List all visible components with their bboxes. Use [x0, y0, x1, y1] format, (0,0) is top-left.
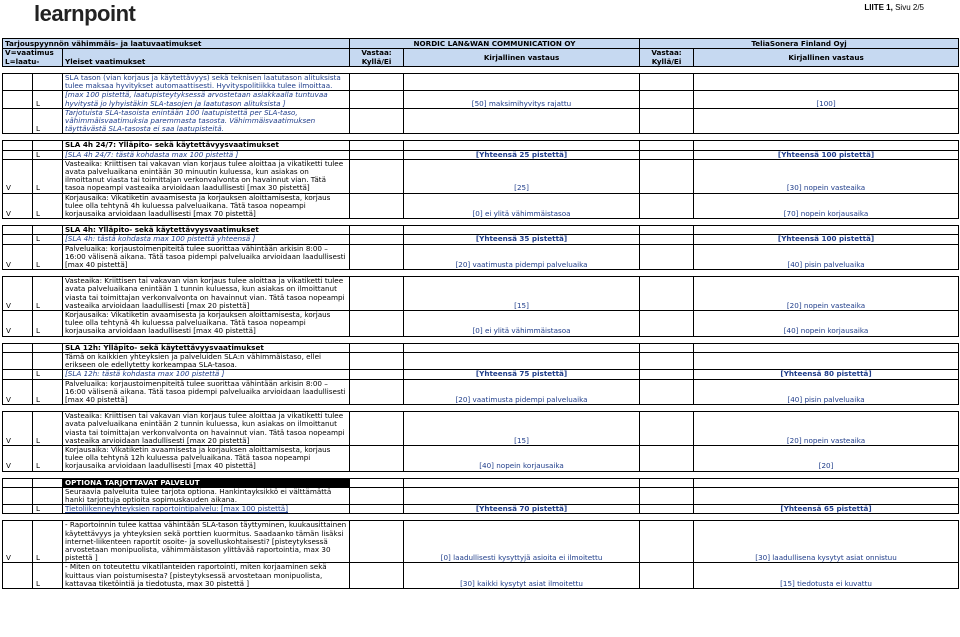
table-cell	[3, 405, 959, 412]
table-cell: [30] laadullisena kysytyt asiat onnistuu	[694, 521, 959, 563]
table-cell	[3, 487, 33, 504]
table-cell: [Yhteensä 100 pistettä]	[694, 150, 959, 159]
table-cell	[3, 336, 959, 343]
section-heading: SLA 4h 24/7: Ylläpito- sekä käytettävyysvaatimukset	[63, 141, 350, 150]
table-cell	[694, 74, 959, 91]
table-row	[3, 370, 959, 379]
table-cell	[3, 226, 33, 235]
table-cell	[350, 74, 404, 91]
table-cell	[350, 487, 404, 504]
table-cell: L	[33, 445, 63, 471]
table-cell	[350, 244, 404, 270]
table-cell: V	[3, 311, 33, 337]
table-cell	[640, 244, 694, 270]
table-cell: V	[3, 244, 33, 270]
requirement-text: [SLA 12h: tästä kohdasta max 100 pistettä ]	[63, 370, 350, 379]
table-cell	[350, 379, 404, 405]
table-cell	[3, 150, 33, 159]
legend-cell	[3, 49, 63, 67]
learnpoint-logo	[34, 2, 135, 26]
requirement-text: Tietoliikenneyhteyksien raportointipalvelu: [max 100 pistettä]	[63, 505, 350, 514]
table-cell	[640, 343, 694, 352]
table-row	[3, 379, 959, 405]
table-row	[3, 74, 959, 91]
table-row	[3, 521, 959, 563]
table-cell	[350, 193, 404, 219]
table-cell	[640, 277, 694, 311]
table-cell	[640, 478, 694, 487]
table-cell	[404, 487, 640, 504]
table-cell	[640, 505, 694, 514]
table-cell: [15]	[404, 412, 640, 446]
table-row	[3, 352, 959, 369]
requirement-text: Vasteaika: Kriittisen tai vakavan vian korjaus tulee aloittaa ja vikatiketti tulee avata palveluaikana enintään 2 tunnin kuluessa, kun asiakas on ilmoittanut viasta tai toimittajan verkonvalvonta on havainnut vian. Tätä tasoa nopeampi vasteaika arvioidaan laadullisesti [max 20 pistettä]	[63, 412, 350, 446]
table-cell: [Yhteensä 70 pistettä]	[404, 505, 640, 514]
table-cell	[350, 159, 404, 193]
table-cell: V	[3, 193, 33, 219]
logo-text: learnpoint	[34, 1, 136, 26]
table-cell	[33, 226, 63, 235]
table-cell	[350, 370, 404, 379]
table-row	[3, 108, 959, 134]
section-heading: SLA 4h: Ylläpito- sekä käytettävyysvaatimukset	[63, 226, 350, 235]
table-cell: [25]	[404, 159, 640, 193]
table-cell	[3, 370, 33, 379]
table-cell	[694, 343, 959, 352]
requirement-text: Korjausaika: Vikatiketin avaamisesta ja korjauksen aloittamisesta, korjaus tulee olla tehtynä 12h kuluessa palveluaikana. Tätä tasoa nopeampi korjausaika arvioidaan laadullisesti [max 40 pistettä]	[63, 445, 350, 471]
table-row	[3, 311, 959, 337]
requirement-text: - Miten on toteutettu vikatilanteiden raportointi, miten korjaaminen sekä kuittaus vian poistumisesta? [pisteytyksessä arvostetaan monipuolista, kattavaa tiketöintiä ja tiedotusta, max 30 pistettä ]	[63, 563, 350, 589]
table-row	[3, 277, 959, 311]
table-cell	[640, 193, 694, 219]
table-cell: [Yhteensä 65 pistettä]	[694, 505, 959, 514]
table-cell	[33, 487, 63, 504]
table-cell	[350, 352, 404, 369]
table-cell	[3, 219, 959, 226]
table-cell	[640, 108, 694, 134]
table-cell	[640, 74, 694, 91]
table-cell: [Yhteensä 25 pistettä]	[404, 150, 640, 159]
vendor2-name: TeliaSonera Finland Oyj	[640, 39, 959, 49]
table-cell	[3, 235, 33, 244]
table-cell: L	[33, 193, 63, 219]
table-cell	[640, 141, 694, 150]
table-row	[3, 244, 959, 270]
requirement-text: Seuraavia palveluita tulee tarjota optiona. Hankintayksikkö ei välttämättä hanki tarjottuja optioita sopimuskauden aikana.	[63, 487, 350, 504]
table-cell: [0] ei ylitä vähimmäistasoa	[404, 311, 640, 337]
requirement-text: [max 100 pistettä, laatupisteytyksessä arvostetaan asiakkaalla tuntuvaa hyvitystä jo lyhyistäkin SLA-tasojen ja laatutason alituksista ]	[63, 91, 350, 108]
table-cell	[350, 343, 404, 352]
vendor2-answer-header: Vastaa: Kyllä/Ei	[640, 49, 694, 67]
table-cell	[694, 478, 959, 487]
table-cell	[3, 514, 959, 521]
requirement-text: Korjausaika: Vikatiketin avaamisesta ja korjauksen aloittamisesta, korjaus tulee olla tehtynä 4h kuluessa palveluaikana. Tätä tasoa nopeampi korjausaika arvioidaan laadullisesti [max 70 pistettä]	[63, 193, 350, 219]
table-cell	[3, 91, 33, 108]
table-cell: L	[33, 91, 63, 108]
table-row	[3, 193, 959, 219]
table-cell: V	[3, 412, 33, 446]
table-cell: [20]	[694, 445, 959, 471]
table-cell: V	[3, 159, 33, 193]
requirement-text: - Raportoinnin tulee kattaa vähintään SLA-tason täyttyminen, kuukausittainen käytettävyys ja yhteyksien sekä porttien kuormitus. Saadaanko tämän lisäksi internet-liikenteen raportit osoite- ja sovelluskohtaisesti? [pisteytyksessä arvostetaan monipuolista, vähimmäistason ylittävää raportointia, max 30 pistettä ]	[63, 521, 350, 563]
table-cell	[3, 270, 959, 277]
table-cell	[350, 505, 404, 514]
vendor1-written-header: Kirjallinen vastaus	[404, 49, 640, 67]
table-cell	[694, 108, 959, 134]
table-cell: [15] tiedotusta ei kuvattu	[694, 563, 959, 589]
table-row	[3, 235, 959, 244]
table-cell	[640, 159, 694, 193]
requirement-text: [SLA 4h: tästä kohdasta max 100 pistettä yhteensä ]	[63, 235, 350, 244]
table-cell	[350, 226, 404, 235]
table-cell	[3, 471, 959, 478]
table-cell	[350, 412, 404, 446]
table-cell	[640, 311, 694, 337]
table-cell	[33, 478, 63, 487]
table-cell: [Yhteensä 35 pistettä]	[404, 235, 640, 244]
table-cell	[3, 352, 33, 369]
vendor2-written-header: Kirjallinen vastaus	[694, 49, 959, 67]
legend-l: L=laatu-	[5, 56, 40, 66]
table-title: Tarjouspyynnön vähimmäis- ja laatuvaatimukset	[3, 39, 350, 49]
table-row	[3, 343, 959, 352]
general-requirements-label: Yleiset vaatimukset	[63, 49, 350, 67]
table-cell: [40] pisin palveluaika	[694, 244, 959, 270]
table-cell: L	[33, 108, 63, 134]
table-row	[3, 478, 959, 487]
header-row-2	[3, 49, 959, 67]
table-cell	[640, 445, 694, 471]
page-number: Sivu 2/5	[895, 3, 924, 12]
table-cell	[350, 108, 404, 134]
table-cell: [15]	[404, 277, 640, 311]
table-cell: [0] ei ylitä vähimmäistasoa	[404, 193, 640, 219]
table-cell	[3, 505, 33, 514]
table-cell: V	[3, 277, 33, 311]
table-cell	[350, 277, 404, 311]
requirement-text: Tarjotuista SLA-tasoista enintään 100 laatupistettä per SLA-taso, vähimmäisvaatimuksia paremmasta tasosta. Vähimmäisvaatimuksen täyttävästä SLA-tasosta ei saa laatupisteitä.	[63, 108, 350, 134]
table-cell: L	[33, 311, 63, 337]
table-cell: L	[33, 244, 63, 270]
table-row	[3, 159, 959, 193]
table-cell: [20] nopein vasteaika	[694, 277, 959, 311]
requirement-text: [SLA 4h 24/7: tästä kohdasta max 100 pistettä ]	[63, 150, 350, 159]
table-row	[3, 445, 959, 471]
requirement-text: Palveluaika: korjaustoimenpiteitä tulee suorittaa vähintään arkisin 8:00 – 16:00 välisenä aikana. Tätä tasoa pidempi palveluaika arvioidaan laadullisesti [max 40 pistettä]	[63, 379, 350, 405]
table-cell: [40] pisin palveluaika	[694, 379, 959, 405]
table-cell	[3, 343, 33, 352]
table-cell	[640, 235, 694, 244]
table-row	[3, 412, 959, 446]
requirements-table	[2, 38, 959, 589]
table-cell	[404, 478, 640, 487]
table-cell	[3, 478, 33, 487]
table-cell: [20] nopein vasteaika	[694, 412, 959, 446]
table-cell	[694, 141, 959, 150]
table-cell: [100]	[694, 91, 959, 108]
table-cell	[350, 235, 404, 244]
table-cell: V	[3, 521, 33, 563]
table-cell	[3, 141, 33, 150]
table-cell: [20] vaatimusta pidempi palveluaika	[404, 379, 640, 405]
liite-label: LIITE 1,	[864, 3, 893, 12]
table-row	[3, 150, 959, 159]
table-cell: L	[33, 370, 63, 379]
table-cell	[350, 150, 404, 159]
table-cell: [20] vaatimusta pidempi palveluaika	[404, 244, 640, 270]
table-cell	[33, 141, 63, 150]
table-cell: L	[33, 150, 63, 159]
table-cell	[694, 352, 959, 369]
requirement-text: Vasteaika: Kriittisen tai vakavan vian korjaus tulee aloittaa ja vikatiketti tulee avata palveluaikana enintään 1 tunnin kuluessa, kun asiakas on ilmoittanut viasta tai toimittajan verkonvalvonta on havainnut vian. Tätä tasoa nopeampi vasteaika arvioidaan laadullisesti [max 20 pistettä]	[63, 277, 350, 311]
table-cell	[33, 343, 63, 352]
table-cell	[350, 563, 404, 589]
table-cell	[640, 370, 694, 379]
header-row-1	[3, 39, 959, 49]
table-cell	[350, 311, 404, 337]
table-cell: [30] nopein vasteaika	[694, 159, 959, 193]
table-cell	[404, 74, 640, 91]
legend-v: V=vaatimus	[5, 48, 54, 57]
table-cell: [40] nopein korjausaika	[694, 311, 959, 337]
table-cell	[3, 563, 33, 589]
requirement-text: Palveluaika: korjaustoimenpiteitä tulee suorittaa vähintään arkisin 8:00 – 16:00 välisenä aikana. Tätä tasoa pidempi palveluaika arvioidaan laadullisesti [max 40 pistettä]	[63, 244, 350, 270]
table-cell	[694, 226, 959, 235]
table-cell: V	[3, 445, 33, 471]
section-heading: SLA 12h: Ylläpito- sekä käytettävyysvaatimukset	[63, 343, 350, 352]
requirement-text: Tämä on kaikkien yhteyksien ja palveluiden SLA:n vähimmäistaso, ellei erikseen ole edellytetty korkeampaa SLA-tasoa.	[63, 352, 350, 369]
table-cell: L	[33, 521, 63, 563]
table-cell	[640, 521, 694, 563]
table-row	[3, 226, 959, 235]
table-cell	[3, 108, 33, 134]
vendor1-answer-header: Vastaa: Kyllä/Ei	[350, 49, 404, 67]
table-cell: V	[3, 379, 33, 405]
table-cell	[350, 445, 404, 471]
table-cell	[640, 226, 694, 235]
table-cell: [Yhteensä 80 pistettä]	[694, 370, 959, 379]
table-cell	[694, 487, 959, 504]
table-cell	[3, 67, 959, 74]
table-cell	[640, 412, 694, 446]
table-cell: [30] kaikki kysytyt asiat ilmoitettu	[404, 563, 640, 589]
table-cell: L	[33, 277, 63, 311]
table-cell	[33, 352, 63, 369]
table-cell: L	[33, 235, 63, 244]
table-cell: [40] nopein korjausaika	[404, 445, 640, 471]
table-cell	[3, 134, 959, 141]
table-row	[3, 563, 959, 589]
table-row	[3, 91, 959, 108]
table-cell	[640, 487, 694, 504]
table-cell: [Yhteensä 100 pistettä]	[694, 235, 959, 244]
table-cell	[640, 150, 694, 159]
table-cell: L	[33, 412, 63, 446]
table-cell: L	[33, 379, 63, 405]
table-row	[3, 505, 959, 514]
table-cell	[404, 226, 640, 235]
table-cell	[404, 352, 640, 369]
table-cell: L	[33, 505, 63, 514]
table-cell: [Yhteensä 75 pistettä]	[404, 370, 640, 379]
table-cell: [70] nopein korjausaika	[694, 193, 959, 219]
table-cell	[350, 478, 404, 487]
table-cell	[350, 521, 404, 563]
vendor1-name: NORDIC LAN&WAN COMMUNICATION OY	[350, 39, 640, 49]
table-cell	[404, 343, 640, 352]
table-cell	[33, 74, 63, 91]
table-cell	[640, 91, 694, 108]
table-cell: L	[33, 159, 63, 193]
page-indicator	[864, 3, 924, 12]
requirement-text: SLA tason (vian korjaus ja käytettävyys) sekä teknisen laatutason alituksista tulee maksaa hyvitykset automaattisesti. Hyvityspolitiikka tulee ilmoittaa.	[63, 74, 350, 91]
table-cell	[350, 91, 404, 108]
table-row	[3, 141, 959, 150]
table-cell	[640, 352, 694, 369]
table-cell: L	[33, 563, 63, 589]
table-cell	[640, 563, 694, 589]
table-cell: [50] maksimihyvitys rajattu	[404, 91, 640, 108]
requirement-text: Korjausaika: Vikatiketin avaamisesta ja korjauksen aloittamisesta, korjaus tulee olla tehtynä 4h kuluessa palveluaikana. Tätä tasoa nopeampi korjausaika arvioidaan laadullisesti [max 40 pistettä]	[63, 311, 350, 337]
table-cell	[3, 74, 33, 91]
table-cell	[350, 141, 404, 150]
table-cell	[404, 141, 640, 150]
requirement-text: Vasteaika: Kriittisen tai vakavan vian korjaus tulee aloittaa ja vikatiketti tulee avata palveluaikana enintään 30 minuutin kuluessa, kun asiakas on ilmoittanut viasta tai toimittajan verkonvalvonta on havainnut vian. Tätä tasoa nopeampi vasteaika arvioidaan laadullisesti [max 30 pistettä]	[63, 159, 350, 193]
table-cell	[404, 108, 640, 134]
table-row	[3, 487, 959, 504]
table-cell: [0] laadullisesti kysyttyjä asioita ei ilmoitettu	[404, 521, 640, 563]
section-heading: OPTIONA TARJOTTAVAT PALVELUT	[63, 478, 350, 487]
table-cell	[640, 379, 694, 405]
